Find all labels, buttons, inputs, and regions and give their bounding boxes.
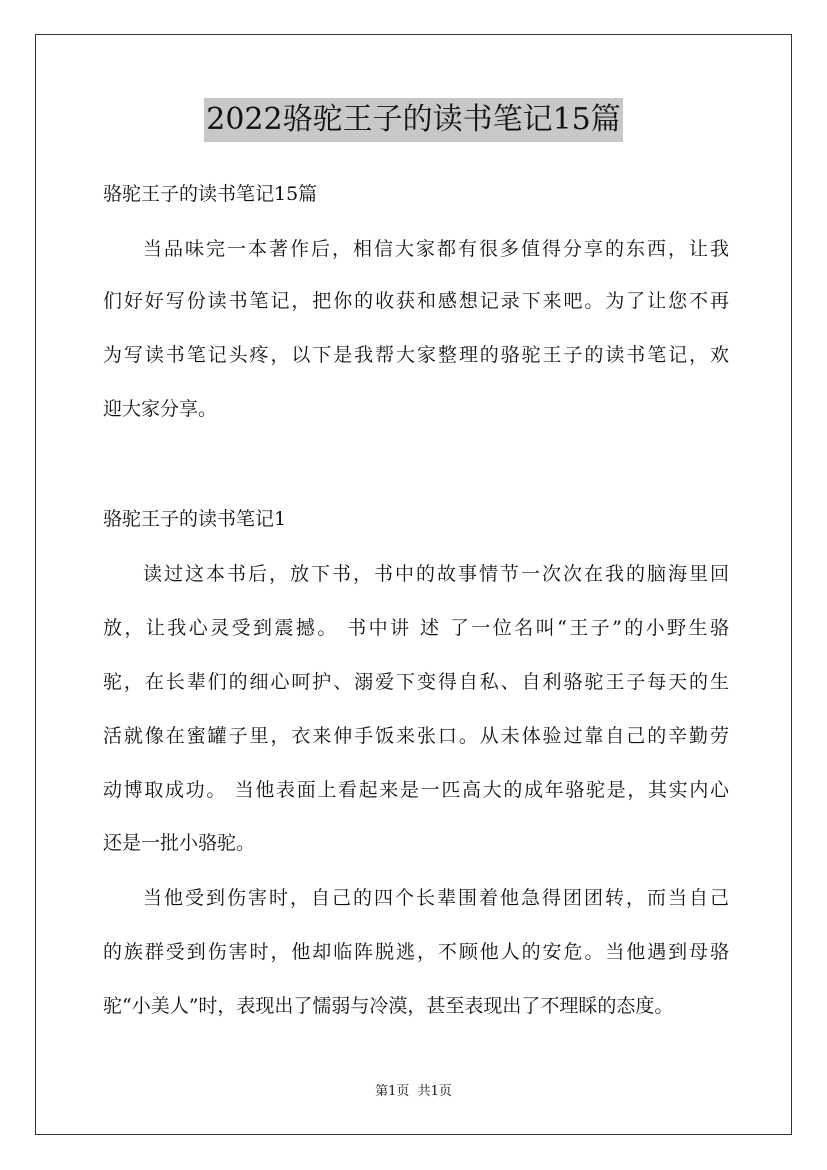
paragraph-line: 活就像在蜜罐子里，衣来伸手饭来张口。从未体验过靠自己的辛勤劳 — [103, 725, 729, 747]
intro-line: 们好好写份读书笔记，把你的收获和感想记录下来吧。为了让您不再 — [103, 290, 729, 312]
paragraph-line: 驼“小美人”时，表现出了懦弱与冷漠，甚至表现出了不理睬的态度。 — [103, 995, 674, 1017]
paragraph-line: 驼，在长辈们的细心呵护、溺爱下变得自私、自利骆驼王子每天的生 — [103, 671, 729, 693]
page-footer — [0, 1083, 827, 1101]
paragraph-line: 读过这本书后，放下书，书中的故事情节一次次在我的脑海里回 — [143, 563, 729, 585]
paragraph-line: 还是一批小骆驼。 — [103, 832, 256, 854]
page-total: 共1页 — [417, 1084, 452, 1099]
intro-line: 为写读书笔记头疼，以下是我帮大家整理的骆驼王子的读书笔记，欢 — [103, 344, 729, 366]
paragraph-line: 的族群受到伤害时，他却临阵脱逃，不顾他人的安危。当他遇到母骆 — [103, 941, 729, 963]
page-number: 第1页 — [375, 1084, 410, 1099]
section-heading: 骆驼王子的读书笔记1 — [103, 508, 287, 530]
document-subtitle: 骆驼王子的读书笔记15篇 — [103, 183, 318, 205]
paragraph-line: 放，让我心灵受到震撼。 书中讲 述 了一位名叫“王子”的小野生骆 — [103, 617, 729, 639]
document-title: 2022骆驼王子的读书笔记15篇 — [204, 98, 623, 142]
intro-line: 当品味完一本著作后，相信大家都有很多值得分享的东西，让我 — [143, 238, 729, 260]
paragraph-line: 当他受到伤害时，自己的四个长辈围着他急得团团转，而当自己 — [143, 887, 729, 909]
title-container — [0, 98, 827, 142]
intro-line: 迎大家分享。 — [103, 398, 218, 420]
paragraph-line: 动博取成功。 当他表面上看起来是一匹高大的成年骆驼是，其实内心 — [103, 779, 729, 801]
